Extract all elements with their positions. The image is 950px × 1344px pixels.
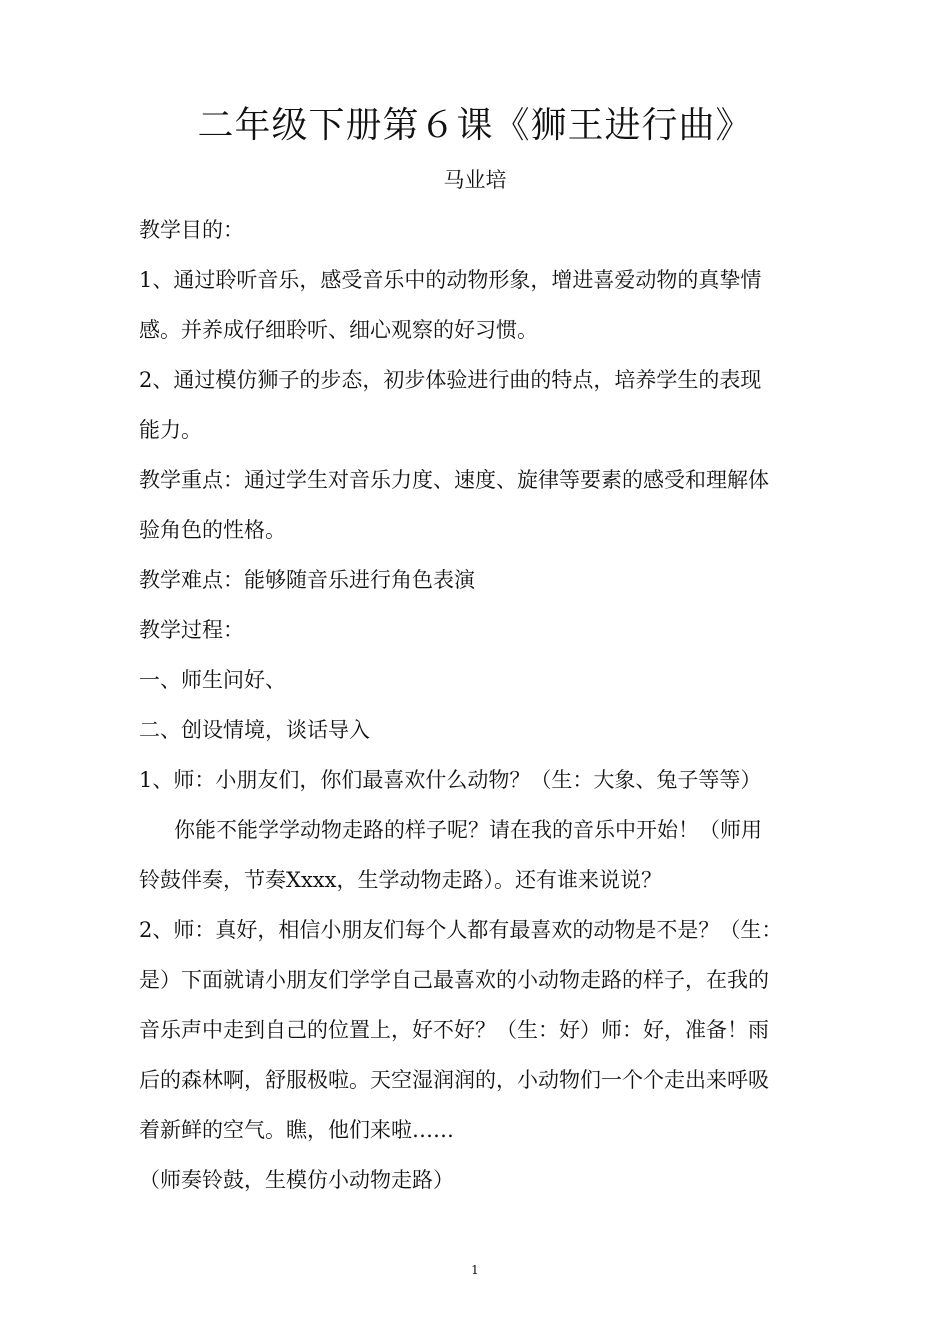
paragraph-line: 2、师：真好，相信小朋友们每个人都有最喜欢的动物是不是？（生：	[139, 918, 783, 942]
paragraph-line: 音乐声中走到自己的位置上，好不好？（生：好）师：好，准备！雨	[139, 1018, 769, 1042]
paragraph-line: （师奏铃鼓，生模仿小动物走路）	[139, 1168, 454, 1192]
paragraph-line: 能力。	[139, 418, 202, 442]
heading-process: 教学过程：	[139, 618, 244, 642]
heading-key-points: 教学重点：通过学生对音乐力度、速度、旋律等要素的感受和理解体	[139, 468, 769, 492]
page-number: 1	[471, 1263, 479, 1277]
paragraph-line: 铃鼓伴奏，节奏Xxxx，生学动物走路）。还有谁来说说？	[139, 868, 662, 892]
heading-objectives: 教学目的：	[139, 218, 244, 242]
section-heading: 二、创设情境，谈话导入	[139, 718, 370, 742]
paragraph-line: 后的森林啊，舒服极啦。天空湿润润的，小动物们一个个走出来呼吸	[139, 1068, 769, 1092]
paragraph-line: 着新鲜的空气。瞧，他们来啦……	[139, 1118, 454, 1142]
document-title: 二年级下册第６课《狮王进行曲》	[197, 105, 753, 146]
paragraph-line: 1、通过聆听音乐，感受音乐中的动物形象，增进喜爱动物的真挚情	[139, 268, 762, 292]
paragraph-line: 1、师：小朋友们，你们最喜欢什么动物？（生：大象、兔子等等）	[139, 768, 762, 792]
document-author: 马业培	[443, 168, 507, 192]
paragraph-line: 2、通过模仿狮子的步态，初步体验进行曲的特点，培养学生的表现	[139, 368, 762, 392]
paragraph-line: 感。并养成仔细聆听、细心观察的好习惯。	[139, 318, 538, 342]
paragraph-line: 验角色的性格。	[139, 518, 286, 542]
paragraph-line: 是）下面就请小朋友们学学自己最喜欢的小动物走路的样子，在我的	[139, 968, 769, 992]
heading-difficulties: 教学难点：能够随音乐进行角色表演	[139, 568, 475, 592]
section-heading: 一、师生问好、	[139, 668, 286, 692]
paragraph-line: 你能不能学学动物走路的样子呢？请在我的音乐中开始！（师用	[174, 818, 762, 842]
